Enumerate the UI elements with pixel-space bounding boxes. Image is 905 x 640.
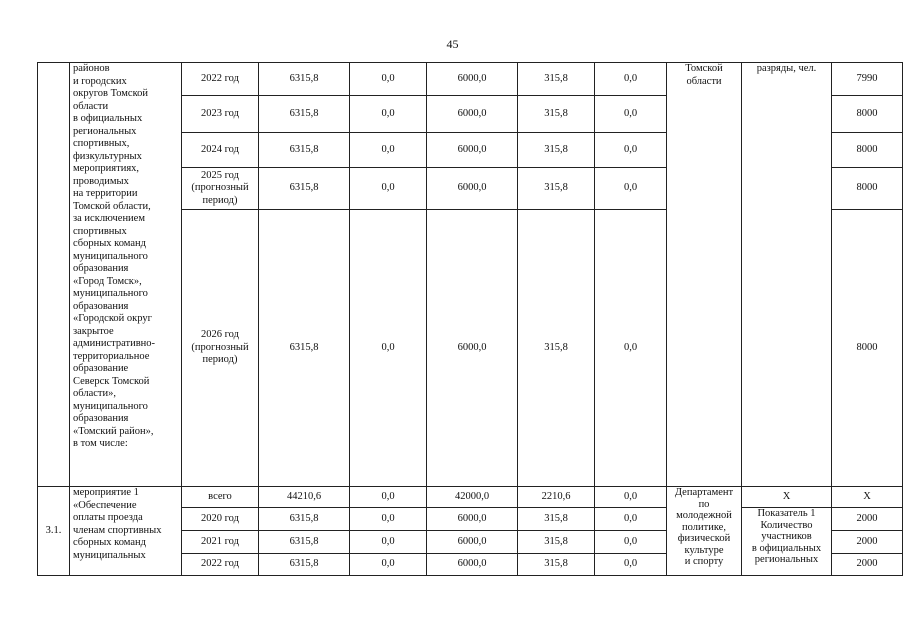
indicator-x-cell: Х — [742, 487, 832, 508]
total-cell: 6315,8 — [259, 554, 350, 576]
table-row — [38, 63, 903, 96]
indicator-value-cell: 7990 — [832, 63, 903, 96]
year-cell: 2026 год (прогнозный период) — [182, 210, 259, 487]
row-number-cell: 3.1. — [38, 487, 70, 576]
federal-cell: 0,0 — [350, 508, 427, 531]
federal-cell: 0,0 — [350, 168, 427, 210]
federal-cell: 0,0 — [350, 63, 427, 96]
indicator-value-cell: 8000 — [832, 210, 903, 487]
federal-cell: 0,0 — [350, 96, 427, 133]
program-table — [37, 62, 903, 576]
regional-cell: 6000,0 — [427, 508, 518, 531]
other-cell: 0,0 — [595, 168, 667, 210]
total-cell: 6315,8 — [259, 133, 350, 168]
activity-name-cell: мероприятие 1 «Обеспечение оплаты проезда членам спортивных сборных команд муниципальных — [70, 487, 182, 576]
activity-name-cell: районов и городских округов Томской области в официальных региональных спортивных, физкультурных мероприятиях, проводимых на территории Томской области, за исключением спортивных сборных команд муниципального образования «Город Томск», муниципального образования «Городской округ закрытое административно- территориальное образование Северск Томской области», муниципального образования «Томский район», в том числе: — [70, 63, 182, 487]
total-cell: 6315,8 — [259, 210, 350, 487]
regional-cell: 6000,0 — [427, 96, 518, 133]
page-number: 45 — [446, 37, 459, 51]
regional-cell: 6000,0 — [427, 210, 518, 487]
indicator-value-cell: 8000 — [832, 168, 903, 210]
municipal-cell: 315,8 — [518, 168, 595, 210]
total-cell: 6315,8 — [259, 508, 350, 531]
municipal-cell: 315,8 — [518, 531, 595, 554]
year-cell: 2025 год (прогнозный период) — [182, 168, 259, 210]
municipal-cell: 315,8 — [518, 210, 595, 487]
federal-cell: 0,0 — [350, 210, 427, 487]
federal-cell: 0,0 — [350, 487, 427, 508]
indicator-value-cell: 8000 — [832, 96, 903, 133]
total-cell: 6315,8 — [259, 531, 350, 554]
other-cell: 0,0 — [595, 63, 667, 96]
indicator-value-cell: 2000 — [832, 554, 903, 576]
other-cell: 0,0 — [595, 210, 667, 487]
year-cell: 2020 год — [182, 508, 259, 531]
other-cell: 0,0 — [595, 531, 667, 554]
year-cell: 2022 год — [182, 554, 259, 576]
other-cell: 0,0 — [595, 133, 667, 168]
year-cell: 2023 год — [182, 96, 259, 133]
executor-cell: Томской области — [667, 63, 742, 487]
municipal-cell: 315,8 — [518, 508, 595, 531]
regional-cell: 6000,0 — [427, 531, 518, 554]
municipal-cell: 2210,6 — [518, 487, 595, 508]
row-number-cell — [38, 63, 70, 487]
municipal-cell: 315,8 — [518, 554, 595, 576]
other-cell: 0,0 — [595, 554, 667, 576]
other-cell: 0,0 — [595, 96, 667, 133]
executor-cell: Департамент по молодежной политике, физической культуре и спорту — [667, 487, 742, 576]
indicator-value-cell: Х — [832, 487, 903, 508]
regional-cell: 6000,0 — [427, 133, 518, 168]
indicator-value-cell: 2000 — [832, 508, 903, 531]
total-cell: 6315,8 — [259, 96, 350, 133]
other-cell: 0,0 — [595, 487, 667, 508]
regional-cell: 6000,0 — [427, 168, 518, 210]
year-cell: 2022 год — [182, 63, 259, 96]
year-cell: 2021 год — [182, 531, 259, 554]
other-cell: 0,0 — [595, 508, 667, 531]
indicator-cell: Показатель 1 Количество участников в официальных региональных — [742, 508, 832, 576]
indicator-value-cell: 2000 — [832, 531, 903, 554]
total-cell: 6315,8 — [259, 168, 350, 210]
year-cell: 2024 год — [182, 133, 259, 168]
total-cell: 44210,6 — [259, 487, 350, 508]
municipal-cell: 315,8 — [518, 133, 595, 168]
indicator-value-cell: 8000 — [832, 133, 903, 168]
regional-cell: 6000,0 — [427, 63, 518, 96]
federal-cell: 0,0 — [350, 531, 427, 554]
year-cell: всего — [182, 487, 259, 508]
federal-cell: 0,0 — [350, 133, 427, 168]
regional-cell: 6000,0 — [427, 554, 518, 576]
table-row — [38, 487, 903, 508]
federal-cell: 0,0 — [350, 554, 427, 576]
total-cell: 6315,8 — [259, 63, 350, 96]
municipal-cell: 315,8 — [518, 63, 595, 96]
regional-cell: 42000,0 — [427, 487, 518, 508]
indicator-cell: разряды, чел. — [742, 63, 832, 487]
municipal-cell: 315,8 — [518, 96, 595, 133]
